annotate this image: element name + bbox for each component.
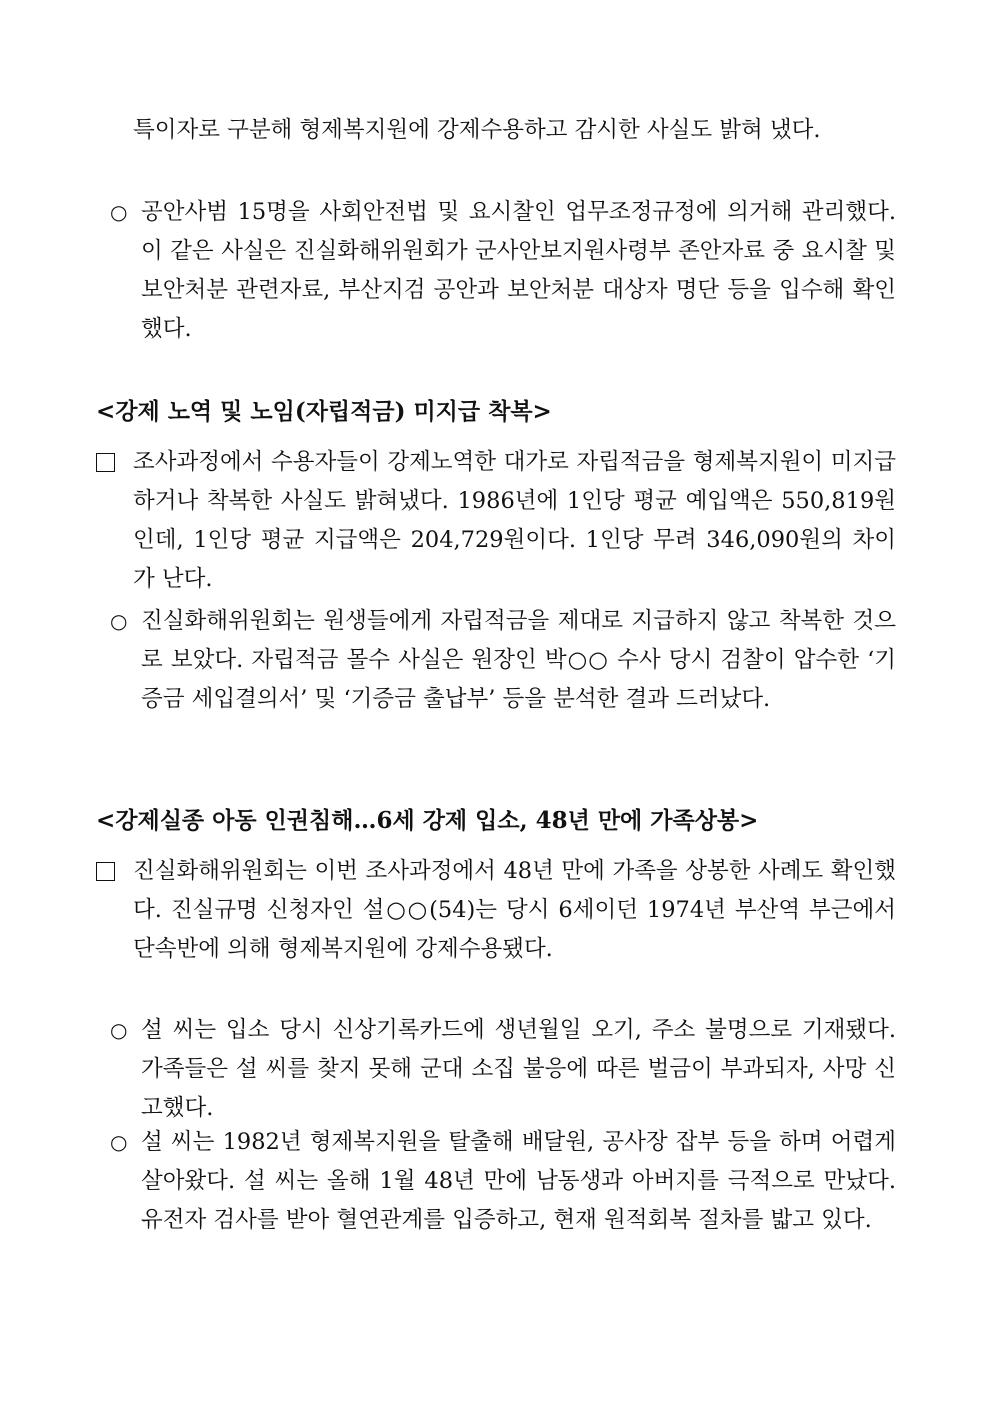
paragraph-text: 진실화해위원회는 원생들에게 자립적금을 제대로 지급하지 않고 착복한 것으로 보았다. 자립적금 몰수 사실은 원장인 박○○ 수사 당시 검찰이 압수한 ‘기증금 세입결의서’ 및 ‘기증금 출납부’ 등을 분석한 결과 드러났다. bbox=[141, 608, 896, 712]
continuation-paragraph bbox=[133, 111, 896, 150]
circle-bullet-icon: ○ bbox=[110, 1130, 128, 1154]
paragraph-text: 설 씨는 입소 당시 신상기록카드에 생년월일 오기, 주소 불명으로 기재됐다. 가족들은 설 씨를 찾지 못해 군대 소집 불응에 따른 벌금이 부과되자, 사망 신고했다. bbox=[141, 1017, 896, 1121]
box-paragraph bbox=[133, 443, 896, 599]
bullet-paragraph bbox=[141, 193, 896, 349]
square-bullet-icon bbox=[96, 453, 115, 472]
circle-bullet-icon: ○ bbox=[110, 1018, 128, 1042]
bullet-paragraph bbox=[141, 1011, 896, 1128]
paragraph-text: 공안사범 15명을 사회안전법 및 요시찰인 업무조정규정에 의거해 관리했다. 이 같은 사실은 진실화해위원회가 군사안보지원사령부 존안자료 중 요시찰 및 보안처분 관련자료, 부산지검 공안과 보안처분 대상자 명단 등을 입수해 확인했다. bbox=[141, 199, 896, 342]
circle-bullet-icon: ○ bbox=[110, 609, 128, 633]
square-bullet-icon bbox=[96, 862, 115, 881]
paragraph-text: 진실화해위원회는 이번 조사과정에서 48년 만에 가족을 상봉한 사례도 확인했다. 진실규명 신청자인 설○○(54)는 당시 6세이던 1974년 부산역 부근에서 단속반에 의해 형제복지원에 강제수용됐다. bbox=[133, 858, 896, 962]
paragraph-text: 조사과정에서 수용자들이 강제노역한 대가로 자립적금을 형제복지원이 미지급하거나 착복한 사실도 밝혀냈다. 1986년에 1인당 평균 예입액은 550,819원인데, 1인당 평균 지급액은 204,729원이다. 1인당 무려 346,090원의 차이가 난다. bbox=[133, 449, 896, 592]
section-heading: <강제실종 아동 인권침해…6세 강제 입소, 48년 만에 가족상봉> bbox=[96, 807, 759, 834]
section-heading: <강제 노역 및 노임(자립적금) 미지급 착복> bbox=[96, 398, 552, 425]
bullet-paragraph bbox=[141, 1123, 896, 1240]
box-paragraph bbox=[133, 852, 896, 969]
circle-bullet-icon: ○ bbox=[110, 200, 128, 224]
paragraph-text: 특이자로 구분해 형제복지원에 강제수용하고 감시한 사실도 밝혀 냈다. bbox=[133, 117, 821, 143]
bullet-paragraph bbox=[141, 602, 896, 719]
paragraph-text: 설 씨는 1982년 형제복지원을 탈출해 배달원, 공사장 잡부 등을 하며 어렵게 살아왔다. 설 씨는 올해 1월 48년 만에 남동생과 아버지를 극적으로 만났다. 유전자 검사를 받아 혈연관계를 입증하고, 현재 원적회복 절차를 밟고 있다. bbox=[141, 1129, 896, 1233]
